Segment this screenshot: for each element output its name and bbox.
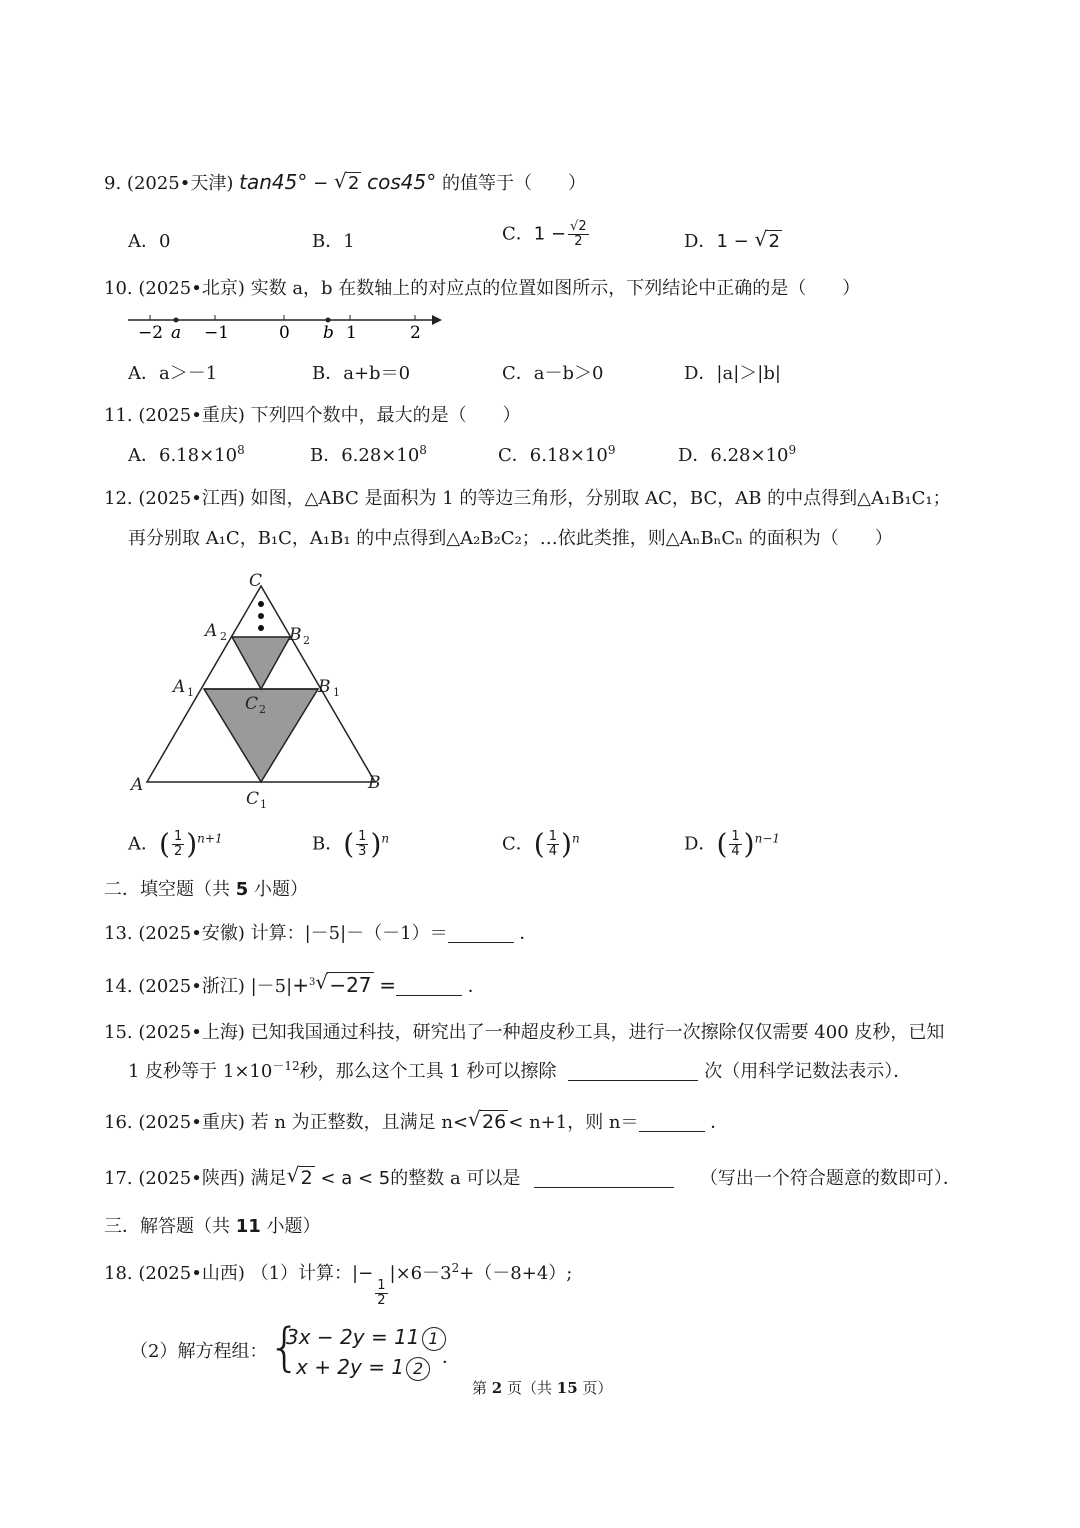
label-B: B	[368, 773, 381, 793]
question-text: 实数 a，b 在数轴上的对应点的位置如图所示，下列结论中正确的是（ ）	[250, 278, 861, 299]
question-source: (2025•天津)	[126, 173, 234, 194]
question-12: 12. (2025•江西) 如图，△ABC 是面积为 1 的等边三角形，分别取 AC，BC，AB 的中点得到△A₁B₁C₁；	[104, 488, 951, 509]
question-source: (2025•重庆)	[138, 1112, 245, 1133]
question-18: 18. (2025•山西) （1）计算：|− $\frac{1}{2}$ $|\times 6-3^2+(-8+4)$;	[104, 1261, 573, 1308]
q11-option-b: B．$6.28\times 10^8$	[310, 443, 427, 466]
point-a-label: a	[171, 323, 182, 343]
tick-label: 1	[346, 323, 357, 343]
label-B2: B	[289, 625, 302, 645]
equation-1: 3x − 2y = 11 1	[286, 1322, 446, 1352]
q11-option-d: D．$6.28\times 10^9$	[678, 443, 797, 466]
q9-option-d: D．1 − √ 2	[684, 227, 780, 252]
svg-text:1: 1	[260, 798, 267, 811]
answer-blank[interactable]	[396, 975, 462, 996]
question-17: 17. (2025•陕西) 满足 √ 2 < a < 5的整数 a 可以是 （写出一个符合题意的数即可）．	[104, 1163, 961, 1189]
math-expr: cos45°	[367, 170, 437, 194]
q11-option-a: A．$6.18\times 10^8$	[128, 443, 245, 466]
question-source: (2025•上海)	[138, 1022, 245, 1043]
question-text: 已知我国通过科技，研究出了一种超皮秒工具，进行一次擦除仅仅需要 400 皮秒，已知	[250, 1022, 945, 1043]
tick-label: 2	[410, 323, 421, 343]
equation-2: x + 2y = 1 2	[286, 1352, 446, 1382]
svg-text:2: 2	[303, 634, 310, 647]
q9-option-a: A．0	[128, 231, 171, 252]
question-13: 13. (2025•安徽) 计算：|－5|－（－1）＝ ．	[104, 923, 538, 944]
question-source: (2025•陕西)	[138, 1168, 245, 1189]
label-A2: A	[205, 621, 218, 641]
question-text: 下列四个数中，最大的是（ ）	[250, 405, 521, 426]
page-footer: 第 2 页（共 15 页）	[472, 1379, 613, 1397]
q18-end-period: ．	[442, 1347, 460, 1368]
q10-option-b: B．a+b＝0	[312, 363, 411, 384]
svg-text:1: 1	[333, 686, 340, 699]
question-15: 15. (2025•上海) 已知我国通过科技，研究出了一种超皮秒工具，进行一次擦除仅仅需要 400 皮秒，已知	[104, 1022, 945, 1043]
q10-option-a: A．a＞－1	[128, 363, 218, 384]
label-C1: C	[246, 789, 260, 809]
question-10: 10. (2025•北京) 实数 a，b 在数轴上的对应点的位置如图所示，下列结论中正确的是（ ）	[104, 278, 861, 299]
svg-text:1: 1	[187, 686, 194, 699]
question-source: (2025•山西)	[138, 1263, 245, 1284]
question-14: 14. (2025•浙江) |－5|+$^3$ √ −27 = ．	[104, 970, 486, 997]
q11-option-c: C．$6.18\times 10^9$	[498, 443, 616, 466]
label-C2: C	[245, 694, 259, 714]
q18-part2-label: （2）解方程组：	[130, 1341, 268, 1362]
q12-option-b: B．( $\frac{1}{3}$ )$^n$	[312, 827, 390, 861]
q12-option-a: A．( $\frac{1}{2}$ )$^{n+1}$	[128, 827, 223, 861]
math-expr: tan45°	[239, 170, 308, 194]
question-number: 9.	[104, 173, 122, 194]
q9-option-c: C．1 − $\frac{√2}{2}$	[502, 219, 587, 249]
svg-text:2: 2	[259, 703, 266, 716]
question-11: 11. (2025•重庆) 下列四个数中，最大的是（ ）	[104, 405, 521, 426]
number-line	[120, 308, 450, 344]
question-16: 16. (2025•重庆) 若 n 为正整数，且满足 n< √ 26 < n+1，则 n＝ ．	[104, 1107, 729, 1133]
point-a-dot	[174, 318, 179, 323]
section-fill-in: 二．填空题（共 5 小题）	[104, 879, 308, 900]
question-15-line2: 1 皮秒等于 $1\times 10^{-12}$秒，那么这个工具 1 秒可以擦除 次（用科学记数法表示）．	[128, 1059, 912, 1082]
question-text: 如图，△ABC 是面积为 1 的等边三角形，分别取 AC，BC，AB 的中点得到△A₁B₁C₁；	[250, 488, 951, 509]
triangle-figure	[125, 566, 395, 812]
section-solve: 三．解答题（共 11 小题）	[104, 1216, 321, 1237]
label-B1: B	[318, 677, 331, 697]
tick-label: 0	[279, 323, 290, 343]
answer-blank[interactable]	[534, 1167, 674, 1188]
q9-option-b: B．1	[312, 231, 355, 252]
question-source: (2025•北京)	[138, 278, 245, 299]
question-9	[104, 170, 586, 196]
question-text: 计算：|－5|－（－1）＝	[250, 923, 448, 944]
label-A: A	[131, 775, 144, 795]
q12-option-c: C．( $\frac{1}{4}$ )$^n$	[502, 827, 580, 861]
q12-option-d: D．( $\frac{1}{4}$ )$^{n-1}$	[684, 827, 781, 861]
point-b-label: b	[323, 323, 334, 343]
question-text: 的值等于（ ）	[441, 173, 586, 194]
brace: {	[268, 1318, 302, 1378]
tick-label: −1	[204, 323, 230, 343]
label-C: C	[249, 571, 263, 591]
answer-blank[interactable]	[448, 922, 514, 943]
q10-option-d: D．|a|＞|b|	[684, 363, 781, 384]
q10-option-c: C．a－b＞0	[502, 363, 604, 384]
svg-text:2: 2	[220, 630, 227, 643]
question-source: (2025•安徽)	[138, 923, 245, 944]
point-b-dot	[326, 318, 331, 323]
question-source: (2025•江西)	[138, 488, 245, 509]
sqrt-2: √ 2	[333, 169, 360, 194]
math-minus: −	[313, 173, 329, 194]
answer-blank[interactable]	[639, 1111, 705, 1132]
label-A1: A	[173, 677, 186, 697]
tick-label: −2	[138, 323, 164, 343]
question-12-line2: 再分别取 A₁C，B₁C，A₁B₁ 的中点得到△A₂B₂C₂；…依此类推，则△AₙBₙCₙ 的面积为（ ）	[128, 528, 893, 549]
equation-system	[286, 1322, 446, 1382]
question-source: (2025•重庆)	[138, 405, 245, 426]
question-source: (2025•浙江)	[138, 976, 245, 997]
answer-blank[interactable]	[568, 1060, 698, 1081]
